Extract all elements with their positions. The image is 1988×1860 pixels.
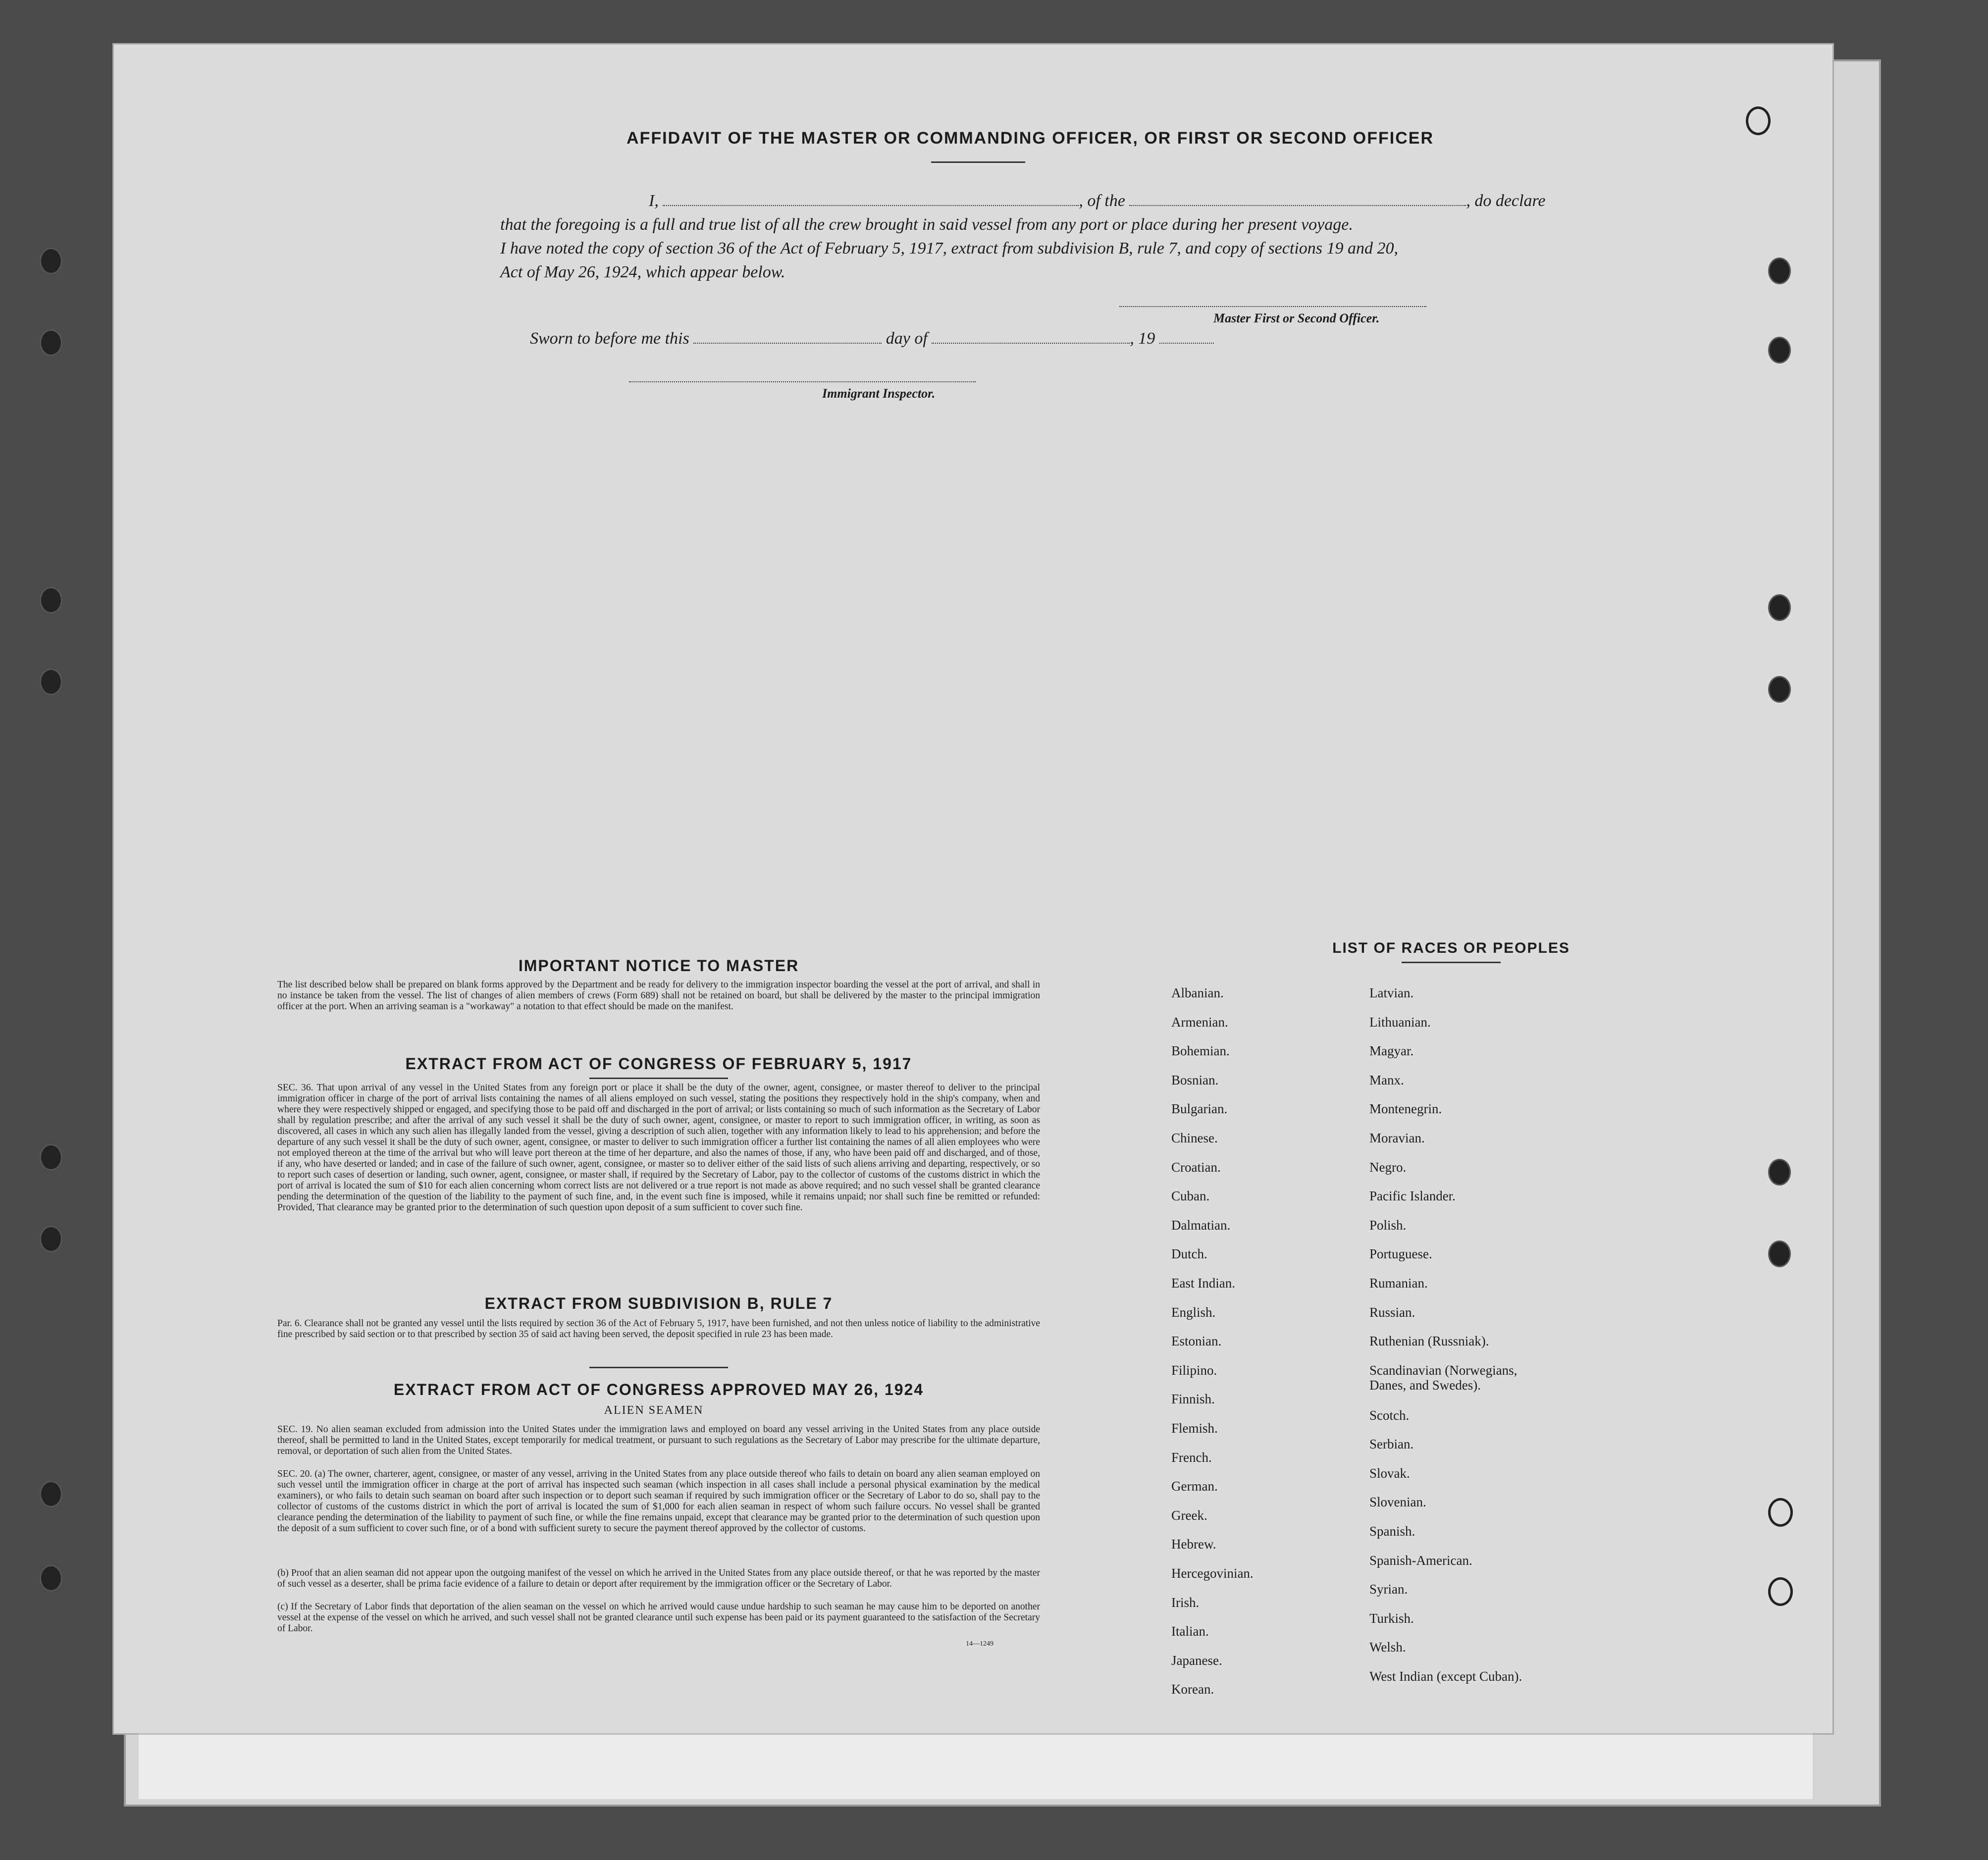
race-item: Albanian.: [1171, 985, 1224, 1000]
race-item: Lithuanian.: [1369, 1014, 1431, 1030]
race-item: Manx.: [1369, 1072, 1404, 1087]
extract-rule7-text: Par. 6. Clearance shall not be granted any vessel until the lists required by section 36 of the Act of February 5, 1917, have been furnished, and not then unless notice of liability to the administrative fine prescribed by said section or to that prescribed by section 35 of said act having been served, the deposit specified in rule 23 has been made.: [277, 1318, 1040, 1340]
sec-20a-text: SEC. 20. (a) The owner, charterer, agent, consignee, or master of any vessel, arriving in the United States from any place outside thereof who fails to detain on board any alien seaman employed on such vessel until the immigration officer in charge at the port of arrival has inspected such seaman (which inspection in all cases shall include a personal physical examination by the medical examiners), or who fails to detain such seaman on board after such inspection or to deport such seaman if required by such immigration officer or the Secretary of Labor to do so, shall pay to the collector of customs of the customs district in which the port of arrival is located the sum of $1,000 for each alien seaman in respect of whom such failure occurs. No vessel shall be granted clearance pending the determination of the liability to payment of such fine, or while the fine remains unpaid, except that clearance may be granted prior to the determination of such question upon the deposit of a sum sufficient to cover such fine, or of a bond with sufficient surety to secure the payment thereof approved by the collector of customs.: [277, 1469, 1040, 1534]
races-divider: [1402, 962, 1501, 963]
binder-hole: [40, 1226, 62, 1252]
form-number: 14—1249: [966, 1640, 994, 1648]
alien-seamen-subtitle: ALIEN SEAMEN: [604, 1404, 704, 1417]
binder-hole: [40, 248, 62, 274]
race-item: German.: [1171, 1479, 1218, 1494]
binder-hole: [40, 1481, 62, 1507]
race-item: Spanish-American.: [1369, 1552, 1472, 1568]
race-item: Serbian.: [1369, 1437, 1414, 1452]
race-item: Hercegovinian.: [1171, 1566, 1254, 1581]
race-item: Irish.: [1171, 1595, 1200, 1610]
race-item: Portuguese.: [1369, 1246, 1432, 1262]
sworn-year-blank[interactable]: [1159, 328, 1214, 344]
extract-1917-text: SEC. 36. That upon arrival of any vessel in the United States from any foreign port or place it shall be the duty of the owner, agent, consignee, or master thereof to deliver to the principal immigration officer in charge of the port of arrival lists containing the names of all aliens employed on such vessel, stating the positions they respectively hold in the ship's company, when and where they were respectively shipped or engaged, and specifying those to be paid off and discharged in the port of arrival; or lists containing so much of such information as the Secretary of Labor shall by regulation prescribe; and after the arrival of any such vessel it shall be the duty of such owner, agent, consignee, or master to report to such immigration officer, in writing, as soon as discovered, all cases in which any such alien has illegally landed from the vessel, giving a description of such alien, together with any information likely to lead to his apprehension; and before the departure of any such vessel it shall be the duty of such owner, agent, consignee, or master to deliver to such immigration officer a further list containing the names of all alien employees who were not employed thereon at the time of the arrival but who will leave port thereon at the time of her departure, and also the names of those, if any, who have been paid off and discharged, and of those, if any, who have deserted or landed; and in case of the failure of such owner, agent, consignee, or master so to deliver either of the said lists of such aliens arriving and departing, respectively, or so to report such cases of desertion or landing, such owner, agent, consignee, or master shall, if required by the Secretary of Labor, pay to the collector of customs of the customs district in which the port of arrival is located the sum of $10 for each alien concerning whom correct lists are not delivered or a true report is not made as above required; and no such vessel shall be granted clearance pending the determination of the question of the liability to the payment of such fine, and, in the event such fine is imposed, while it remains unpaid; nor shall such fine be remitted or refunded: Provided, That clearance may be granted prior to the determination of such question upon deposit of a sum sufficient to cover such fine.: [277, 1083, 1040, 1213]
affidavit-of-the: , of the: [1079, 192, 1125, 210]
race-item: Dalmatian.: [1171, 1217, 1231, 1233]
race-item: Scandinavian (Norwegians, Danes, and Swedes).: [1369, 1362, 1517, 1393]
day-of-text: day of: [886, 329, 928, 348]
sec-19-text: SEC. 19. No alien seaman excluded from admission into the United States under the immigration laws and employed on board any vessel arriving in the United States from any place outside thereof, shall be permitted to land in the United States, except temporarily for medical treatment, or pursuant to such regulations as the Secretary of Labor may prescribe for the ultimate departure, removal, or deportation of such alien from the United States.: [277, 1424, 1040, 1456]
race-item: Scotch.: [1369, 1407, 1410, 1423]
affidavit-i: I,: [649, 192, 659, 210]
race-item: Bosnian.: [1171, 1072, 1219, 1087]
name-blank[interactable]: [663, 190, 1079, 206]
race-item: Bohemian.: [1171, 1043, 1230, 1059]
extract-1924-title: EXTRACT FROM ACT OF CONGRESS APPROVED MAY 26, 1924: [393, 1381, 924, 1398]
race-item: Rumanian.: [1369, 1276, 1428, 1291]
year-prefix: , 19: [1130, 329, 1155, 348]
affidavit-line-3: I have noted the copy of section 36 of the Act of February 5, 1917, extract from subdivision B, rule 7, and copy of sections 19 and 20,: [500, 239, 1399, 258]
sworn-text: Sworn to before me this: [530, 329, 689, 348]
binder-hole: [1768, 676, 1791, 703]
sworn-day-blank[interactable]: [693, 328, 882, 344]
race-item: Filipino.: [1171, 1362, 1217, 1378]
extract-1917-divider: [589, 1078, 728, 1079]
race-item: Korean.: [1171, 1682, 1214, 1697]
notice-title: IMPORTANT NOTICE TO MASTER: [518, 957, 799, 975]
race-item: Croatian.: [1171, 1159, 1221, 1175]
race-item: Welsh.: [1369, 1640, 1406, 1655]
race-item: Japanese.: [1171, 1653, 1222, 1668]
affidavit-do-declare: , do declare: [1466, 192, 1546, 210]
master-label: Master First or Second Officer.: [1213, 311, 1380, 325]
binder-hole: [1768, 258, 1791, 284]
binder-hole: [1768, 337, 1791, 363]
binder-hole: [1768, 1498, 1793, 1527]
race-item: Turkish.: [1369, 1610, 1414, 1626]
race-item: Estonian.: [1171, 1334, 1222, 1349]
race-item: Armenian.: [1171, 1014, 1228, 1030]
binder-hole: [1768, 1240, 1791, 1267]
race-item: Spanish.: [1369, 1524, 1415, 1539]
binder-hole: [1768, 594, 1791, 621]
race-item: Negro.: [1369, 1159, 1407, 1175]
title-divider: [931, 161, 1025, 163]
race-item: Slovak.: [1369, 1465, 1410, 1481]
race-item: Montenegrin.: [1369, 1101, 1442, 1117]
binder-hole: [40, 1565, 62, 1592]
extract-rule7-divider: [589, 1367, 728, 1368]
bottom-sheet-strip: [139, 1733, 1813, 1799]
sworn-line: [530, 328, 1214, 348]
race-item: Hebrew.: [1171, 1537, 1216, 1552]
race-item: Bulgarian.: [1171, 1101, 1228, 1117]
inspector-label: Immigrant Inspector.: [822, 386, 936, 401]
manifest-page: [114, 45, 1832, 1733]
binder-hole: [40, 587, 62, 614]
race-item: English.: [1171, 1304, 1216, 1320]
race-item: Pacific Islander.: [1369, 1188, 1456, 1204]
master-signature-line[interactable]: [1119, 306, 1426, 307]
race-item: Italian.: [1171, 1624, 1209, 1639]
affidavit-line-4: Act of May 26, 1924, which appear below.: [500, 263, 785, 281]
race-item: Polish.: [1369, 1217, 1407, 1233]
race-item: Latvian.: [1369, 985, 1414, 1000]
inspector-signature-line[interactable]: [629, 381, 976, 382]
race-item: Cuban.: [1171, 1188, 1210, 1204]
race-item: Flemish.: [1171, 1421, 1218, 1436]
extract-1917-title: EXTRACT FROM ACT OF CONGRESS OF FEBRUARY 5, 1917: [405, 1055, 912, 1073]
race-item: French.: [1171, 1449, 1212, 1465]
sec-20c-text: (c) If the Secretary of Labor finds that deportation of the alien seaman on the vessel on which he arrived would cause undue hardship to such seaman he may cause him to be deported on another vessel at the expense of the vessel on which he arrived, and such vessel shall not be granted clearance until such expense has been paid or its payment guaranteed to the satisfaction of the Secretary of Labor.: [277, 1602, 1040, 1634]
notice-text: The list described below shall be prepared on blank forms approved by the Department and be ready for delivery to the immigration inspector boarding the vessel at the port of arrival, and shall in no instance be taken from the vessel. The list of changes of alien members of crews (Form 689) shall not be retained on board, but shall be delivered by the master to the principal immigration officer at the port. When an arriving seaman is a "workaway" a notation to that effect should be made on the manifest.: [277, 980, 1040, 1012]
binder-hole: [1746, 106, 1771, 135]
binder-hole: [40, 1144, 62, 1171]
affidavit-line-1: [500, 189, 1546, 213]
affidavit-title: AFFIDAVIT OF THE MASTER OR COMMANDING OFFICER, OR FIRST OR SECOND OFFICER: [627, 129, 1434, 148]
race-item: Chinese.: [1171, 1131, 1218, 1145]
binder-hole: [1768, 1577, 1793, 1606]
affidavit-line-2: that the foregoing is a full and true list of all the crew brought in said vessel from any port or place during her present voyage.: [500, 215, 1353, 234]
race-item: East Indian.: [1171, 1276, 1235, 1291]
race-item: West Indian (except Cuban).: [1369, 1669, 1522, 1684]
vessel-blank[interactable]: [1129, 190, 1466, 206]
race-item: Dutch.: [1171, 1246, 1207, 1262]
extract-rule7-title: EXTRACT FROM SUBDIVISION B, RULE 7: [484, 1294, 833, 1312]
sec-20b-text: (b) Proof that an alien seaman did not appear upon the outgoing manifest of the vessel on which he arrived in the United States from any place outside thereof, or that he was reported by the master of such vessel as a deserter, shall be prima facie evidence of a failure to detain or deport after requirement by the immigration officer or the Secretary of Labor.: [277, 1568, 1040, 1589]
race-item: Ruthenian (Russniak).: [1369, 1334, 1489, 1349]
binder-hole: [1768, 1159, 1791, 1186]
race-item: Russian.: [1369, 1304, 1415, 1320]
binder-hole: [40, 669, 62, 695]
race-item: Finnish.: [1171, 1392, 1215, 1407]
affidavit-body: [500, 189, 1546, 284]
races-title: LIST OF RACES OR PEOPLES: [1332, 940, 1570, 956]
race-item: Slovenian.: [1369, 1495, 1426, 1510]
race-item: Moravian.: [1369, 1131, 1425, 1145]
race-item: Magyar.: [1369, 1043, 1414, 1059]
binder-hole: [40, 329, 62, 356]
race-item: Greek.: [1171, 1507, 1207, 1523]
sworn-month-blank[interactable]: [932, 328, 1130, 344]
race-item: Syrian.: [1369, 1582, 1408, 1597]
